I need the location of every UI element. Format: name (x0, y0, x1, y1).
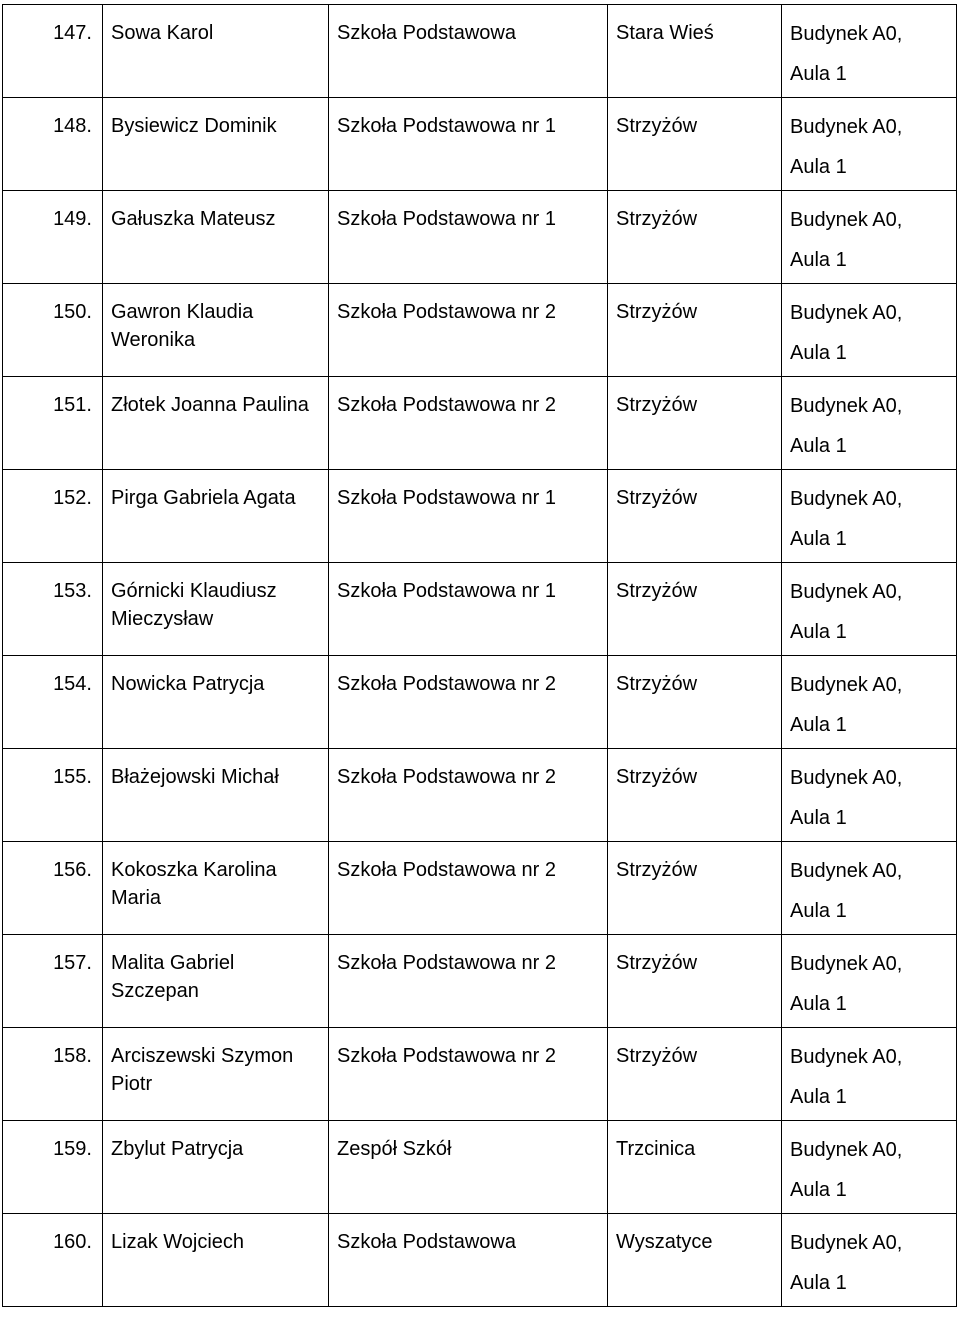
participant-name: Sowa Karol (103, 5, 329, 98)
venue-cell (782, 1214, 957, 1307)
venue-room: Aula 1 (790, 993, 847, 1015)
venue-cell (782, 842, 957, 935)
venue-building: Budynek A0, (790, 953, 903, 975)
venue-building: Budynek A0, (790, 302, 903, 324)
school-name: Szkoła Podstawowa nr 2 (329, 749, 608, 842)
venue-room: Aula 1 (790, 435, 847, 457)
participant-name: Błażejowski Michał (103, 749, 329, 842)
town-name: Stara Wieś (608, 5, 782, 98)
venue-building: Budynek A0, (790, 767, 903, 789)
participant-name: Pirga Gabriela Agata (103, 470, 329, 563)
venue-cell (782, 935, 957, 1028)
town-name: Strzyżów (608, 284, 782, 377)
school-name: Szkoła Podstawowa (329, 1214, 608, 1307)
town-name: Strzyżów (608, 191, 782, 284)
venue-room: Aula 1 (790, 1272, 847, 1294)
venue-cell (782, 5, 957, 98)
table-row (3, 1121, 957, 1214)
row-number: 157. (3, 935, 103, 1028)
school-name: Szkoła Podstawowa nr 1 (329, 470, 608, 563)
venue-cell (782, 470, 957, 563)
venue-building: Budynek A0, (790, 1046, 903, 1068)
town-name: Strzyżów (608, 656, 782, 749)
table-row (3, 749, 957, 842)
town-name: Strzyżów (608, 842, 782, 935)
row-number: 152. (3, 470, 103, 563)
town-name: Strzyżów (608, 935, 782, 1028)
participants-table-body (3, 5, 957, 1307)
participant-name: Kokoszka Karolina Maria (103, 842, 329, 935)
table-row (3, 563, 957, 656)
row-number: 160. (3, 1214, 103, 1307)
venue-room: Aula 1 (790, 1086, 847, 1108)
row-number: 154. (3, 656, 103, 749)
school-name: Szkoła Podstawowa nr 2 (329, 284, 608, 377)
town-name: Strzyżów (608, 563, 782, 656)
participant-name: Złotek Joanna Paulina (103, 377, 329, 470)
table-row (3, 377, 957, 470)
school-name: Szkoła Podstawowa nr 2 (329, 656, 608, 749)
venue-building: Budynek A0, (790, 395, 903, 417)
row-number: 149. (3, 191, 103, 284)
venue-cell (782, 1121, 957, 1214)
row-number: 156. (3, 842, 103, 935)
participant-name: Zbylut Patrycja (103, 1121, 329, 1214)
venue-cell (782, 749, 957, 842)
participant-name: Arciszewski Szymon Piotr (103, 1028, 329, 1121)
venue-room: Aula 1 (790, 528, 847, 550)
town-name: Strzyżów (608, 98, 782, 191)
venue-building: Budynek A0, (790, 1232, 903, 1254)
school-name: Zespół Szkół (329, 1121, 608, 1214)
table-row (3, 98, 957, 191)
town-name: Strzyżów (608, 749, 782, 842)
participants-table (2, 4, 957, 1307)
town-name: Strzyżów (608, 1028, 782, 1121)
table-row (3, 842, 957, 935)
venue-cell (782, 563, 957, 656)
participant-name: Gawron Klaudia Weronika (103, 284, 329, 377)
school-name: Szkoła Podstawowa nr 1 (329, 563, 608, 656)
venue-cell (782, 98, 957, 191)
town-name: Strzyżów (608, 377, 782, 470)
table-row (3, 935, 957, 1028)
table-row (3, 656, 957, 749)
school-name: Szkoła Podstawowa (329, 5, 608, 98)
venue-cell (782, 191, 957, 284)
venue-cell (782, 1028, 957, 1121)
row-number: 151. (3, 377, 103, 470)
venue-building: Budynek A0, (790, 674, 903, 696)
venue-room: Aula 1 (790, 156, 847, 178)
venue-building: Budynek A0, (790, 488, 903, 510)
school-name: Szkoła Podstawowa nr 1 (329, 98, 608, 191)
venue-building: Budynek A0, (790, 209, 903, 231)
venue-room: Aula 1 (790, 342, 847, 364)
table-row (3, 5, 957, 98)
table-row (3, 284, 957, 377)
school-name: Szkoła Podstawowa nr 2 (329, 377, 608, 470)
venue-building: Budynek A0, (790, 23, 903, 45)
participant-name: Górnicki Klaudiusz Mieczysław (103, 563, 329, 656)
venue-cell (782, 284, 957, 377)
venue-room: Aula 1 (790, 63, 847, 85)
row-number: 155. (3, 749, 103, 842)
venue-room: Aula 1 (790, 900, 847, 922)
venue-cell (782, 377, 957, 470)
row-number: 150. (3, 284, 103, 377)
row-number: 159. (3, 1121, 103, 1214)
town-name: Wyszatyce (608, 1214, 782, 1307)
row-number: 147. (3, 5, 103, 98)
school-name: Szkoła Podstawowa nr 1 (329, 191, 608, 284)
venue-building: Budynek A0, (790, 581, 903, 603)
venue-building: Budynek A0, (790, 116, 903, 138)
venue-building: Budynek A0, (790, 860, 903, 882)
venue-building: Budynek A0, (790, 1139, 903, 1161)
participant-name: Nowicka Patrycja (103, 656, 329, 749)
venue-room: Aula 1 (790, 714, 847, 736)
school-name: Szkoła Podstawowa nr 2 (329, 935, 608, 1028)
table-row (3, 1028, 957, 1121)
table-row (3, 191, 957, 284)
participant-name: Bysiewicz Dominik (103, 98, 329, 191)
participant-name: Gałuszka Mateusz (103, 191, 329, 284)
participant-name: Lizak Wojciech (103, 1214, 329, 1307)
participant-name: Malita Gabriel Szczepan (103, 935, 329, 1028)
school-name: Szkoła Podstawowa nr 2 (329, 842, 608, 935)
venue-room: Aula 1 (790, 621, 847, 643)
table-row (3, 470, 957, 563)
venue-cell (782, 656, 957, 749)
row-number: 153. (3, 563, 103, 656)
venue-room: Aula 1 (790, 1179, 847, 1201)
row-number: 158. (3, 1028, 103, 1121)
town-name: Strzyżów (608, 470, 782, 563)
table-row (3, 1214, 957, 1307)
school-name: Szkoła Podstawowa nr 2 (329, 1028, 608, 1121)
row-number: 148. (3, 98, 103, 191)
venue-room: Aula 1 (790, 807, 847, 829)
town-name: Trzcinica (608, 1121, 782, 1214)
venue-room: Aula 1 (790, 249, 847, 271)
